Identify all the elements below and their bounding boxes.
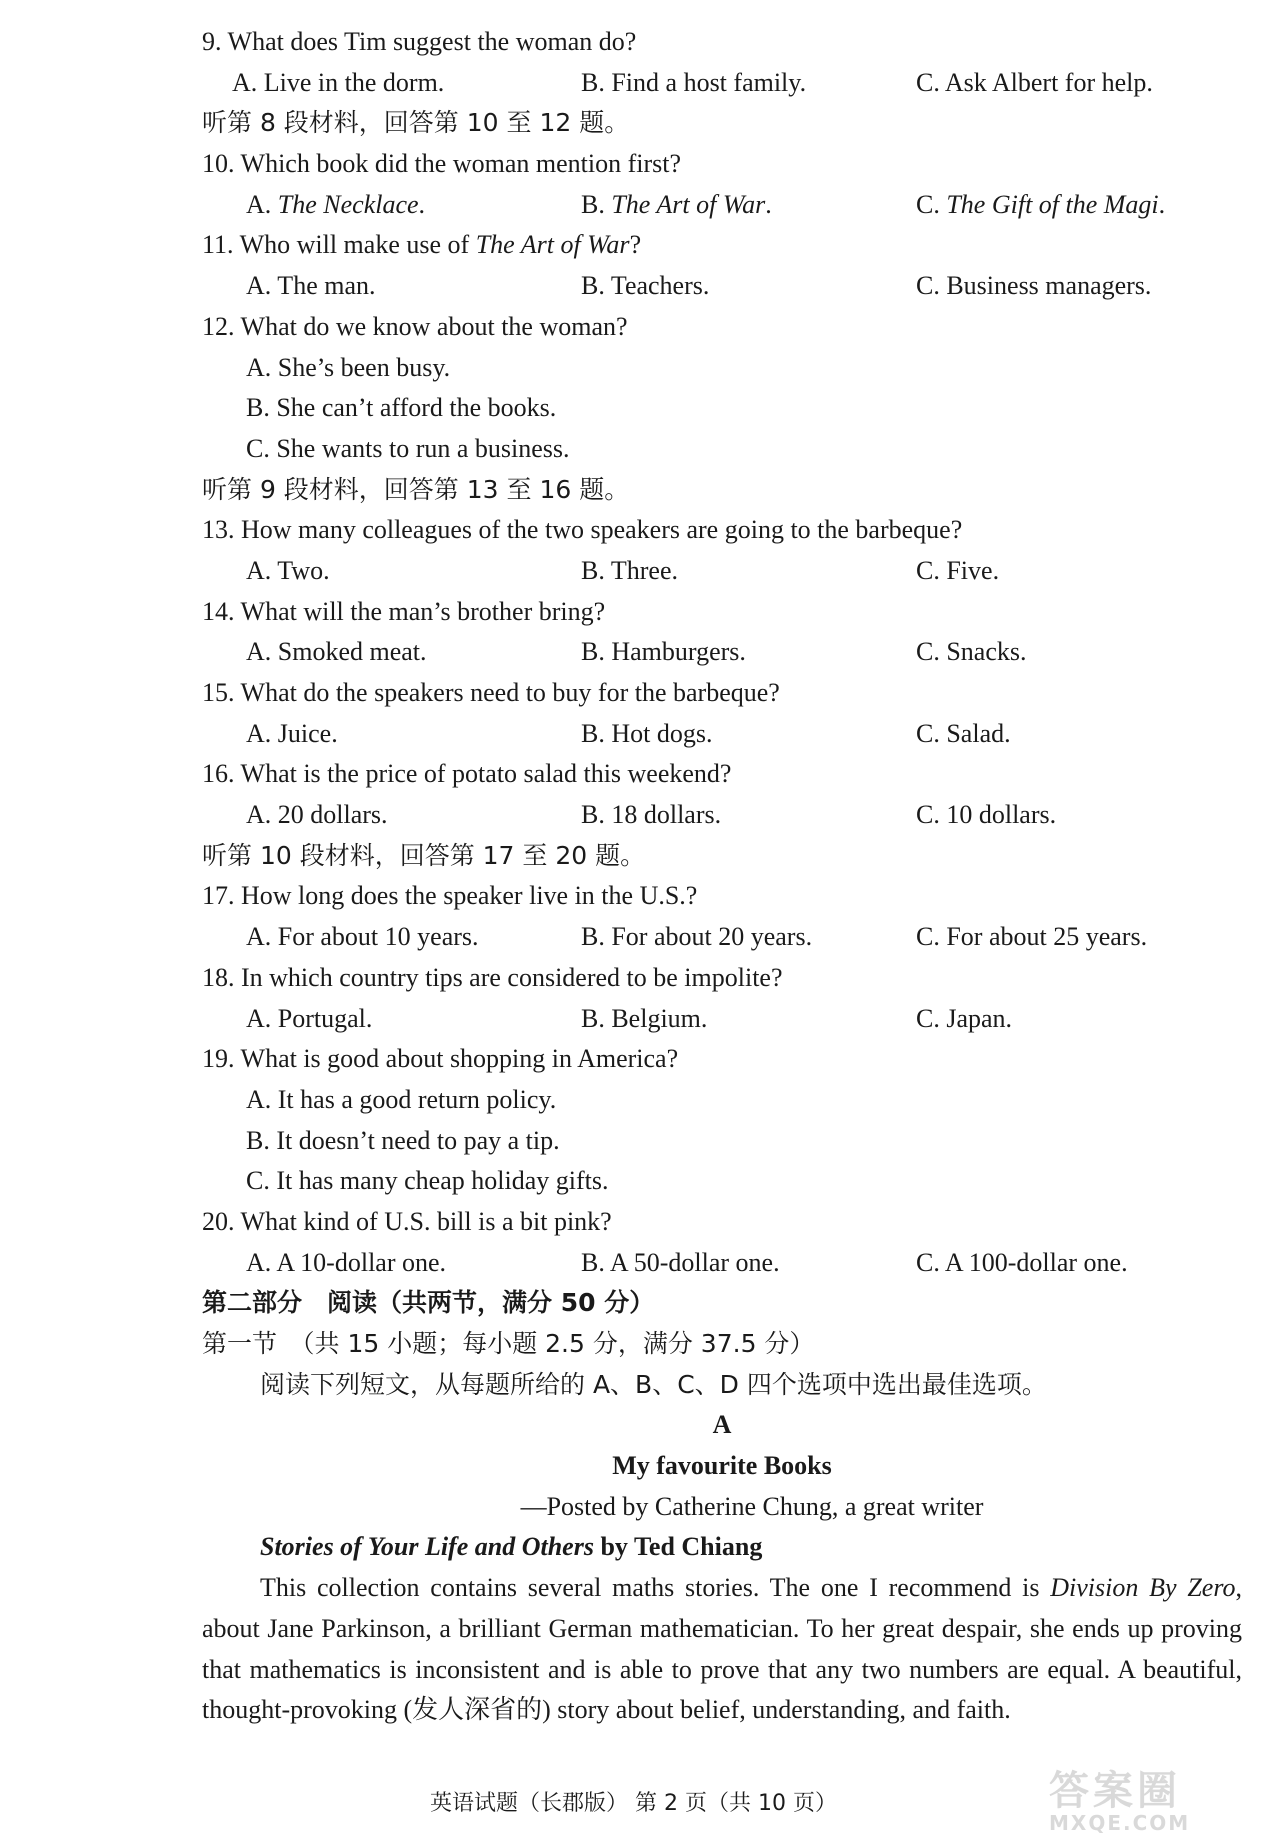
- option-c: C. It has many cheap holiday gifts.: [246, 1166, 609, 1196]
- option-c: C. For about 25 years.: [916, 922, 1148, 952]
- option-c: C. Japan.: [916, 1003, 1013, 1033]
- question-19-stem: 19. What is good about shopping in America?: [202, 1044, 679, 1074]
- book-title-art-of-war: The Art of War: [611, 189, 766, 219]
- question-15-stem: 15. What do the speakers need to buy for the barbeque?: [202, 678, 780, 707]
- book-author: by Ted Chiang: [593, 1532, 763, 1562]
- option-b: B. She can’t afford the books.: [246, 393, 557, 423]
- option-c: C. Ask Albert for help.: [916, 67, 1153, 97]
- option-a: A. For about 10 years.: [246, 922, 479, 952]
- option-b: B. 18 dollars.: [581, 800, 722, 830]
- question-20-options: [202, 1243, 1242, 1284]
- section-10-instruction: 听第 10 段材料，回答第 17 至 20 题。: [202, 840, 646, 870]
- watermark-url: MXQE.COM: [1049, 1811, 1191, 1835]
- question-9-options: [202, 63, 1242, 104]
- option-a: A. It has a good return policy.: [246, 1084, 557, 1114]
- question-17-options: [202, 917, 1242, 958]
- option-a: A. Juice.: [246, 718, 338, 748]
- option-a: A. The man.: [246, 271, 376, 301]
- option-a: A. Smoked meat.: [246, 637, 427, 667]
- option-b: B. It doesn’t need to pay a tip.: [246, 1125, 560, 1155]
- option-c: C. Salad.: [916, 718, 1011, 748]
- question-18-options: [202, 999, 1242, 1040]
- question-16-options: [202, 795, 1242, 836]
- option-a: A. Portugal.: [246, 1003, 373, 1033]
- option-b: B. For about 20 years.: [581, 922, 813, 952]
- option-c: C. The Gift of the Magi.: [916, 189, 1166, 219]
- book-title-necklace: The Necklace: [277, 189, 419, 219]
- watermark-text: 答案圈: [1049, 1768, 1181, 1814]
- option-c: C. Five.: [916, 555, 1000, 585]
- question-11-stem: 11. Who will make use of The Art of War?: [202, 230, 642, 260]
- part2-heading: 第二部分 阅读（共两节，满分 50 分）: [202, 1288, 655, 1318]
- option-b: B. The Art of War.: [581, 189, 772, 219]
- option-a: A. The Necklace.: [246, 189, 426, 219]
- question-12-stem: 12. What do we know about the woman?: [202, 311, 628, 341]
- option-b: B. Three.: [581, 555, 678, 585]
- option-b: B. Hot dogs.: [581, 718, 713, 748]
- option-c: C. 10 dollars.: [916, 800, 1057, 830]
- part2-section1-heading: 第一节 （共 15 小题；每小题 2.5 分，满分 37.5 分）: [202, 1329, 815, 1358]
- question-15-options: [202, 714, 1242, 755]
- option-c: C. She wants to run a business.: [246, 433, 570, 463]
- reading-instruction: 阅读下列短文，从每题所给的 A、B、C、D 四个选项中选出最佳选项。: [260, 1369, 1047, 1399]
- book-title: Stories of Your Life and Others: [260, 1532, 594, 1562]
- book-heading: [202, 1527, 1242, 1568]
- passage-title: My favourite Books: [612, 1451, 832, 1481]
- story-title: Division By Zero: [1050, 1573, 1236, 1603]
- question-14-options: [202, 632, 1242, 673]
- question-17-stem: 17. How long does the speaker live in the U.S.?: [202, 881, 698, 911]
- exam-page: [202, 22, 1242, 1731]
- question-20-stem: 20. What kind of U.S. bill is a bit pink?: [202, 1206, 612, 1236]
- option-a: A. She’s been busy.: [246, 352, 451, 382]
- question-13-stem: 13. How many colleagues of the two speakers are going to the barbeque?: [202, 515, 963, 545]
- option-b: B. Teachers.: [581, 271, 710, 301]
- question-18-stem: 18. In which country tips are considered to be impolite?: [202, 962, 783, 992]
- question-13-options: [202, 551, 1242, 592]
- question-16-stem: 16. What is the price of potato salad this weekend?: [202, 759, 732, 789]
- option-b: B. A 50-dollar one.: [581, 1247, 780, 1277]
- passage-paragraph: This collection contains several maths stories. The one I recommend is Division By Zero, about Jane Parkinson, a brilliant German mathematician. To her great despair, she ends up proving that mathematics is inconsistent and is able to prove that any two numbers are equal. A beautiful, thought-provoking (发人深省的) story about belief, understanding, and faith.: [202, 1573, 1242, 1725]
- question-10-stem: 10. Which book did the woman mention first?: [202, 149, 681, 179]
- option-b: B. Belgium.: [581, 1003, 708, 1033]
- passage-letter: A: [712, 1410, 732, 1440]
- section-8-instruction: 听第 8 段材料，回答第 10 至 12 题。: [202, 108, 630, 138]
- option-a: A. Live in the dorm.: [232, 67, 445, 97]
- option-c: C. A 100-dollar one.: [916, 1247, 1128, 1277]
- section-9-instruction: 听第 9 段材料，回答第 13 至 16 题。: [202, 474, 630, 504]
- option-b: B. Find a host family.: [581, 67, 807, 97]
- book-title-gift-of-magi: The Gift of the Magi: [946, 189, 1159, 219]
- question-10-options: [202, 185, 1242, 226]
- question-11-options: [202, 266, 1242, 307]
- option-a: A. 20 dollars.: [246, 800, 388, 830]
- option-a: A. A 10-dollar one.: [246, 1247, 447, 1277]
- option-a: A. Two.: [246, 555, 330, 585]
- watermark-logo: [1049, 1770, 1249, 1840]
- question-14-stem: 14. What will the man’s brother bring?: [202, 596, 606, 626]
- option-b: B. Hamburgers.: [581, 637, 746, 667]
- question-9-stem: 9. What does Tim suggest the woman do?: [202, 27, 637, 56]
- passage-byline: —Posted by Catherine Chung, a great writer: [520, 1491, 984, 1521]
- option-c: C. Snacks.: [916, 637, 1027, 667]
- page-footer: 英语试题（长郡版） 第 2 页（共 10 页）: [430, 1791, 837, 1816]
- option-c: C. Business managers.: [916, 271, 1152, 301]
